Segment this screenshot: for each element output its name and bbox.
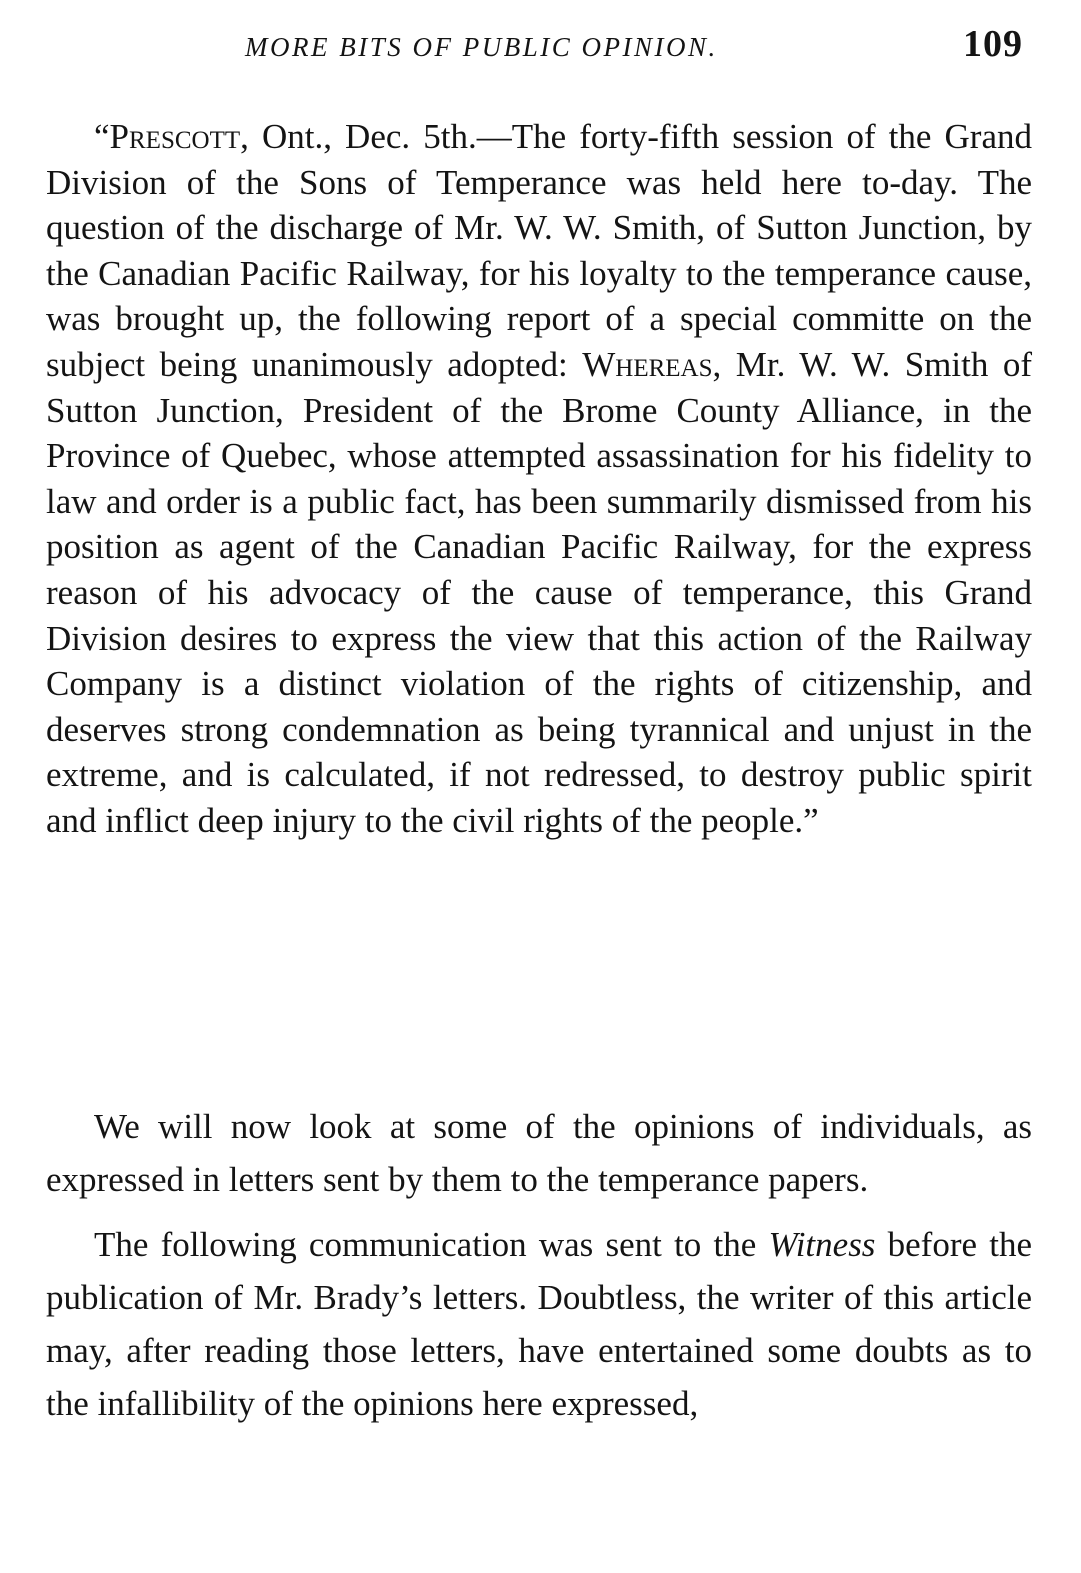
newspaper-title: Witness (768, 1225, 876, 1264)
paragraph-individual-opinions: We will now look at some of the opinions of individuals, as expressed in letters sent by them to the temperance papers. (46, 1107, 1032, 1199)
para2-lead: The following communication was sent to the (94, 1225, 769, 1264)
running-title: MORE BITS OF PUBLIC OPINION. (245, 32, 718, 62)
running-head (0, 23, 1081, 74)
open-quote: “ (94, 117, 110, 156)
paragraph-communication (46, 1218, 1032, 1430)
para2-rest: before the publication of Mr. Brady’s letters. Doubtless, the writer of this article may, after reading those letters, have entertained some doubts as to the infallibility of the opinions here expressed, (46, 1225, 1032, 1423)
whereas-word: Whereas (582, 344, 713, 384)
page-number: 109 (963, 23, 1023, 65)
dateline-text: , Ont., Dec. 5th.—The forty-fifth session of the Grand Division of the Sons of Temperance was held here to-day. The question of the discharge of Mr. W. W. Smith, of Sutton Junction, by the Canadian Pacific Railway, for his loyalty to the temperance cause, was brought up, the following report of a special committe on the subject being unanimously adopted: (46, 117, 1032, 384)
place-name: Prescott (109, 117, 241, 156)
resolution-text: , Mr. W. W. Smith of Sutton Junction, President of the Brome County Alliance, in the Province of Quebec, whose attempted assassination for his fidelity to law and order is a public fact, has been summarily dismissed from his position as agent of the Canadian Pacific Railway, for the express reason of his advocacy of the cause of temperance, this Grand Division desires to express the view that this action of the Railway Company is a distinct violation of the rights of citizenship, and deserves strong condemnation as being tyrannical and unjust in the extreme, and is calculated, if not redressed, to destroy public spirit and inflict deep injury to the civil rights of the people.” (46, 344, 1032, 840)
quote-paragraph (46, 114, 1032, 844)
body-text (46, 1100, 1032, 1442)
quoted-resolution (46, 114, 1032, 844)
